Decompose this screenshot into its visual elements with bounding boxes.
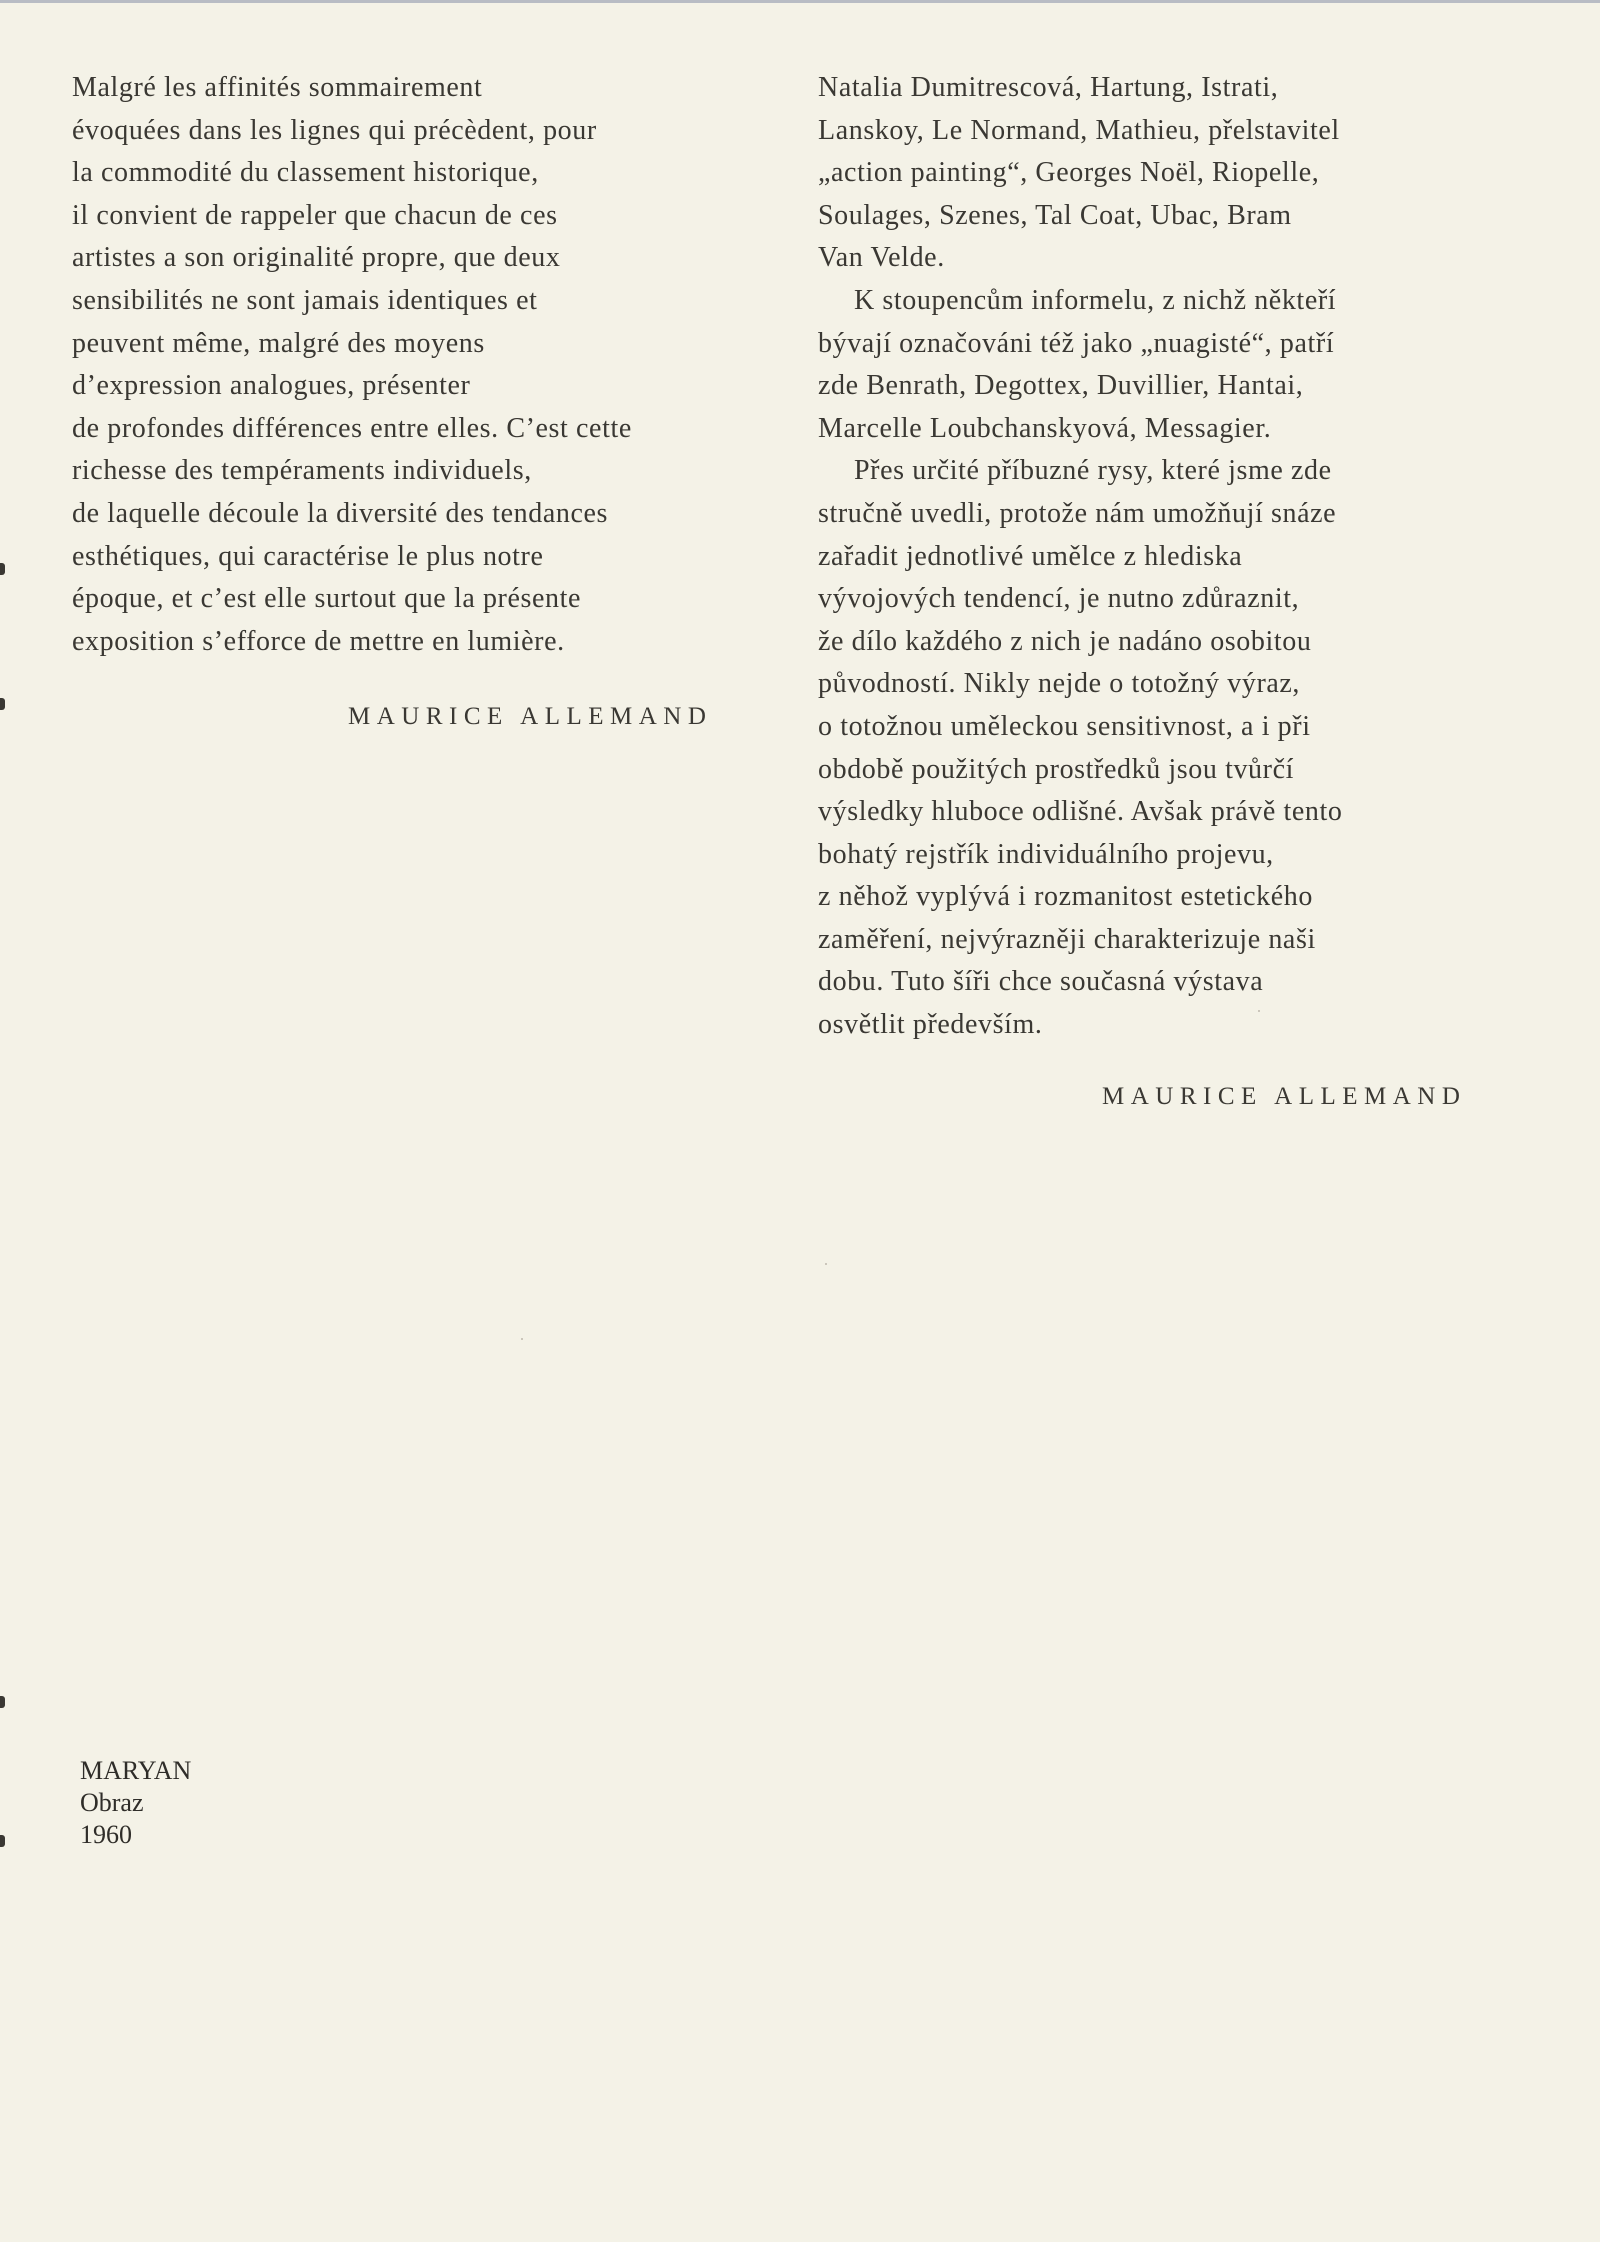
text-line: la commodité du classement historique, [72, 157, 539, 189]
binding-mark [0, 1696, 5, 1708]
text-line: il convient de rappeler que chacun de ces [72, 199, 558, 231]
text-line: osvětlit především. [818, 1009, 1043, 1041]
french-author-signature: MAURICE ALLEMAND [348, 703, 713, 730]
text-line: zde Benrath, Degottex, Duvillier, Hantai, [818, 370, 1304, 402]
czech-author-signature: MAURICE ALLEMAND [1102, 1083, 1467, 1110]
text-line: peuvent même, malgré des moyens [72, 327, 485, 359]
artwork-caption [80, 1755, 191, 1851]
paper-speck [1258, 1010, 1260, 1012]
text-line: esthétiques, qui caractérise le plus notre [72, 540, 544, 572]
text-line: vývojových tendencí, je nutno zdůraznit, [818, 583, 1300, 615]
text-line: exposition s’efforce de mettre en lumière. [72, 625, 565, 657]
text-line: z něhož vyplývá i rozmanitost estetického [818, 881, 1314, 913]
text-line: bývají označováni též jako „nuagisté“, patří [818, 327, 1335, 359]
text-line: obdobě použitých prostředků jsou tvůrčí [818, 753, 1294, 785]
text-line: Natalia Dumitrescová, Hartung, Istrati, [818, 72, 1279, 103]
text-line: Lanskoy, Le Normand, Mathieu, přelstavitel [818, 114, 1340, 146]
text-line: výsledky hluboce odlišné. Avšak právě tento [818, 796, 1343, 828]
text-line: Přes určité příbuzné rysy, které jsme zde [854, 455, 1332, 487]
text-line: zaměření, nejvýrazněji charakterizuje naši [818, 923, 1316, 955]
text-line: d’expression analogues, présenter [72, 370, 471, 402]
text-line: artistes a son originalité propre, que deux [72, 242, 561, 274]
caption-artist: MARYAN [80, 1756, 192, 1785]
paper-speck [825, 1263, 827, 1265]
text-line: že dílo každého z nich je nadáno osobitou [818, 625, 1312, 657]
text-line: o totožnou uměleckou sensitivnost, a i při [818, 710, 1311, 742]
text-line: původností. Nikly nejde o totožný výraz, [818, 668, 1301, 700]
text-line: de profondes différences entre elles. C’est cette [72, 412, 632, 444]
binding-mark [0, 1835, 5, 1847]
text-line: K stoupencům informelu, z nichž někteří [854, 284, 1337, 316]
czech-text-column [818, 67, 1538, 1047]
text-line: Marcelle Loubchanskyová, Messagier. [818, 412, 1272, 444]
text-line: sensibilités ne sont jamais identiques et [72, 284, 538, 316]
caption-year: 1960 [80, 1820, 132, 1849]
text-line: évoquées dans les lignes qui précèdent, pour [72, 114, 597, 146]
french-text-column [72, 67, 772, 663]
binding-mark [0, 698, 5, 710]
text-line: „action painting“, Georges Noël, Riopelle, [818, 157, 1320, 189]
text-line: Van Velde. [818, 242, 945, 274]
text-line: bohatý rejstřík individuálního projevu, [818, 838, 1274, 870]
text-line: Soulages, Szenes, Tal Coat, Ubac, Bram [818, 199, 1292, 231]
text-line: dobu. Tuto šíři chce současná výstava [818, 966, 1264, 998]
paper-speck [521, 1338, 523, 1340]
text-line: Malgré les affinités sommairement [72, 72, 483, 103]
text-line: de laquelle découle la diversité des tendances [72, 497, 609, 529]
text-line: époque, et c’est elle surtout que la présente [72, 583, 582, 615]
caption-title: Obraz [80, 1788, 144, 1817]
text-line: stručně uvedli, protože nám umožňují snáze [818, 497, 1337, 529]
top-edge-rule [0, 0, 1600, 3]
text-line: zařadit jednotlivé umělce z hlediska [818, 540, 1243, 572]
binding-mark [0, 563, 5, 575]
text-line: richesse des tempéraments individuels, [72, 455, 532, 487]
